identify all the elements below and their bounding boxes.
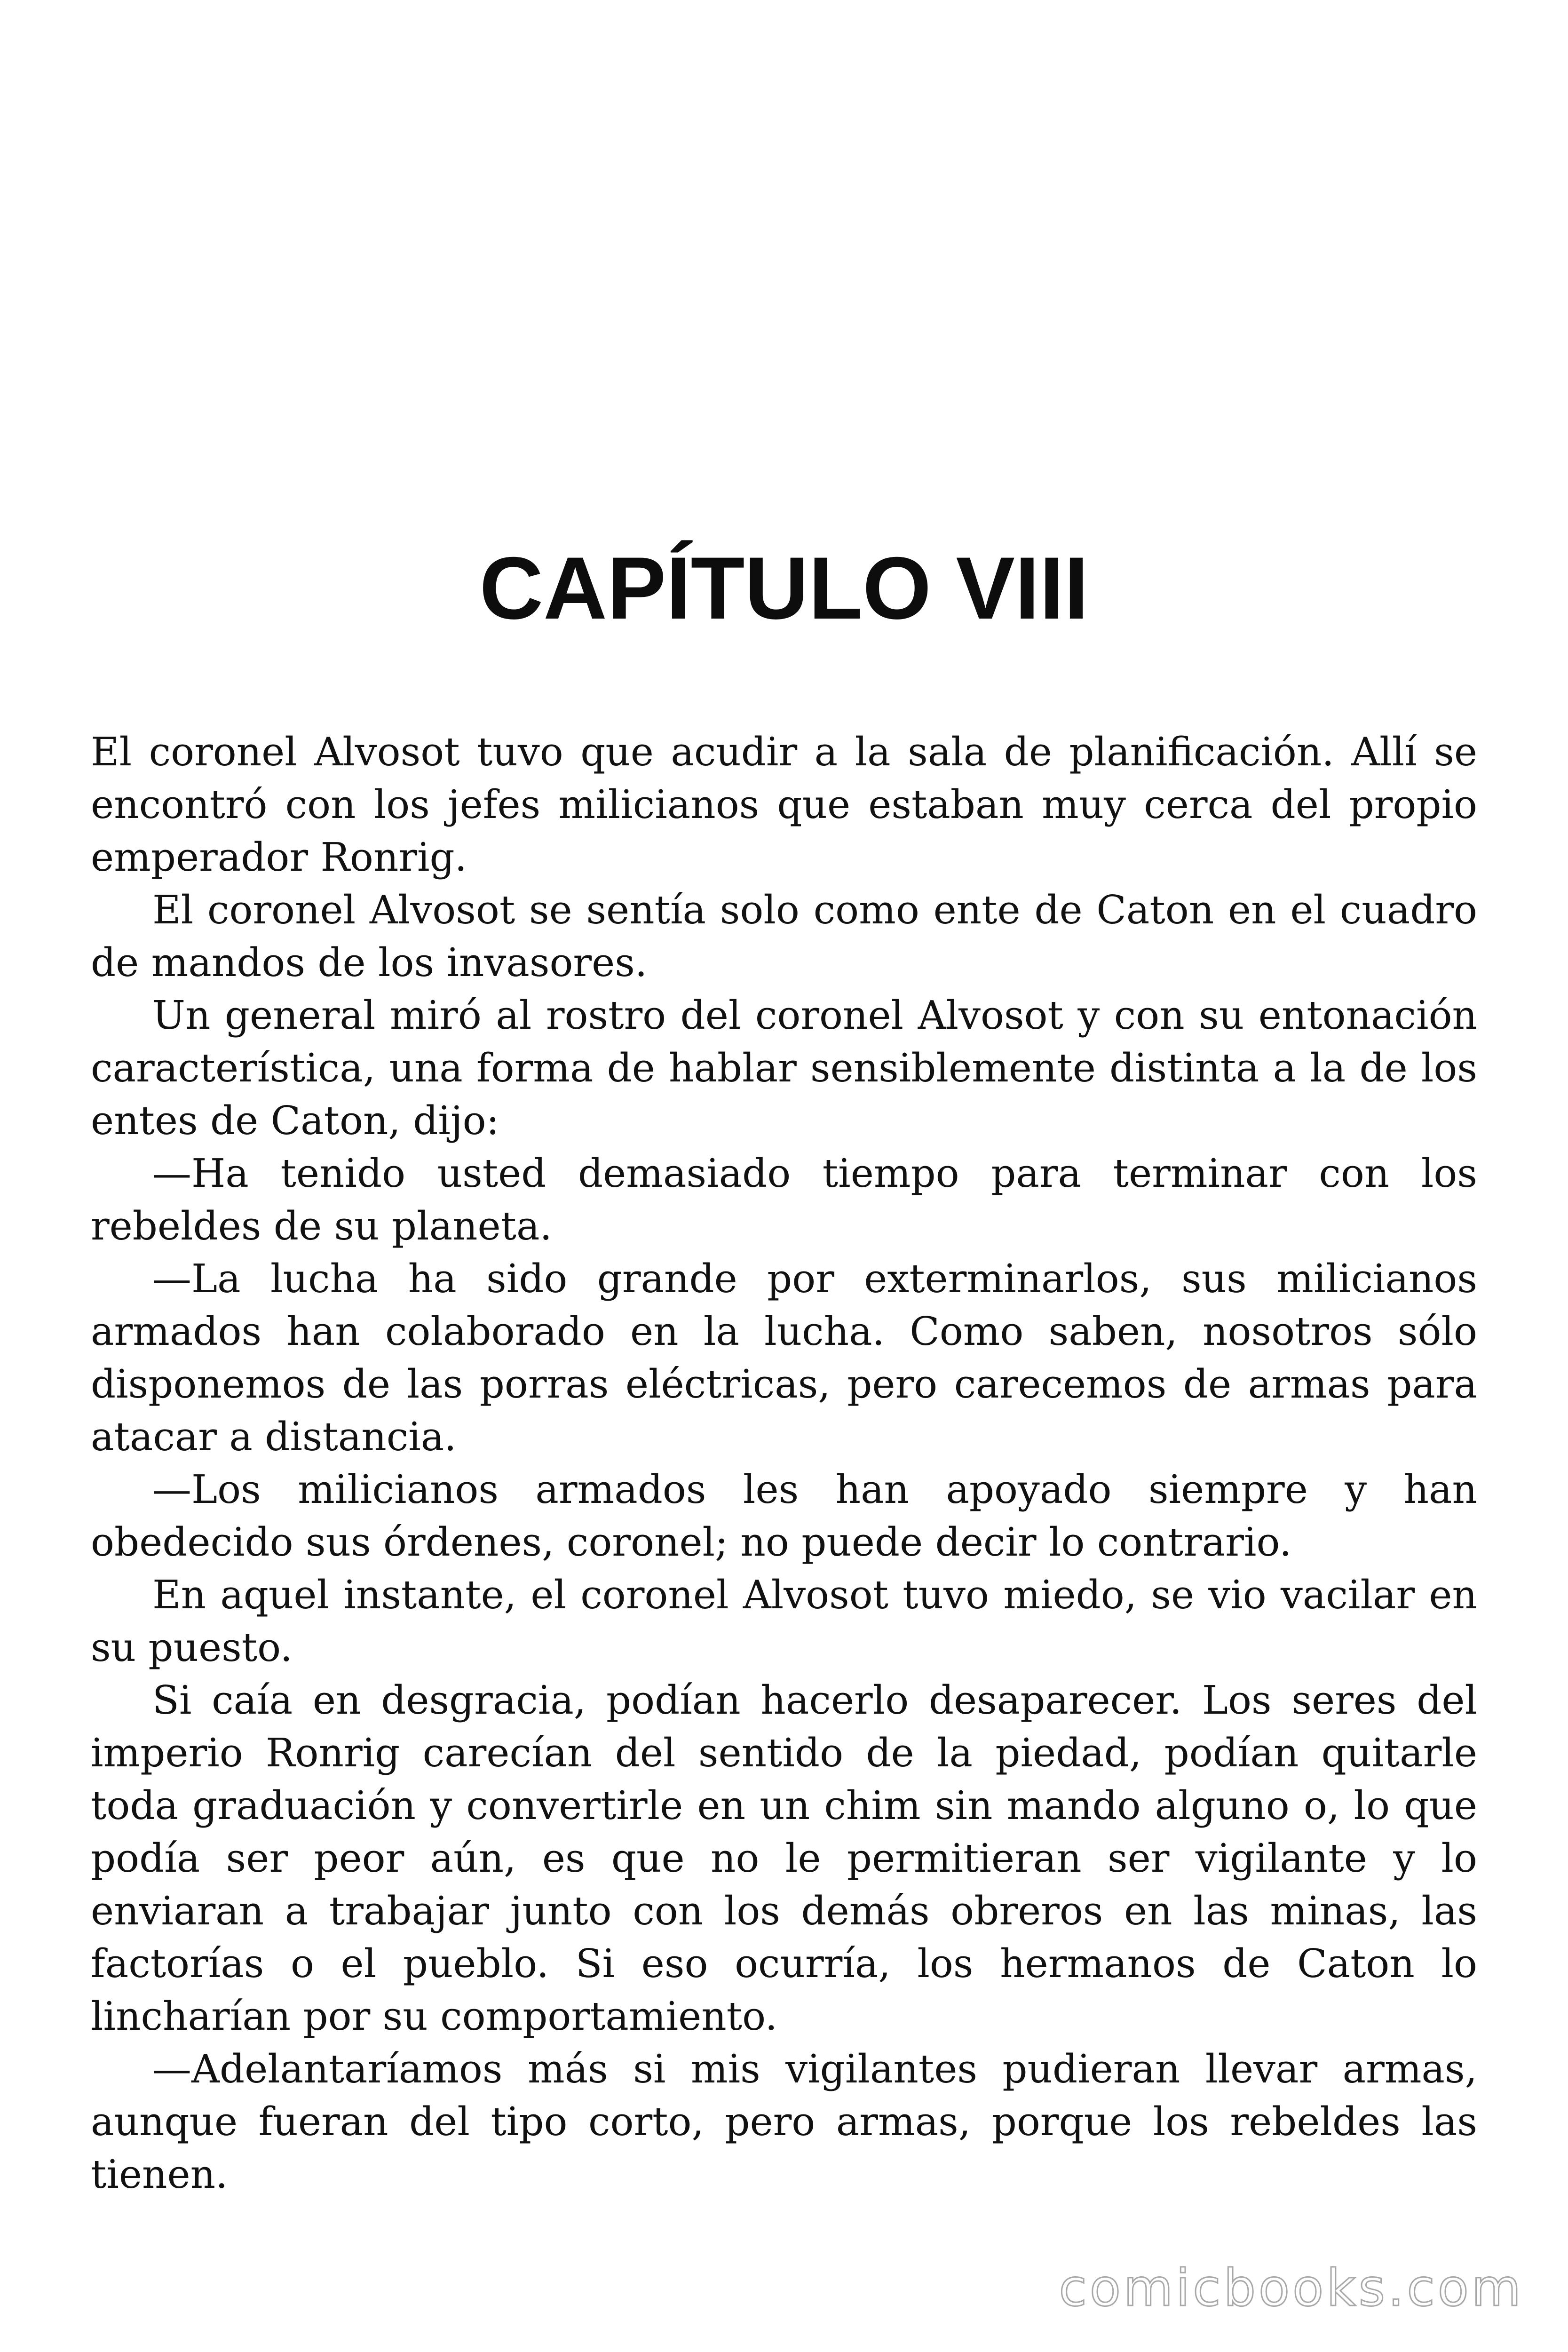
watermark-text: comicbooks.com — [1059, 2259, 1524, 2318]
paragraph: Un general miró al rostro del coronel Alvosot y con su entonación característica, una forma de hablar sensiblemente distinta a la de los entes de Caton, dijo: — [91, 993, 1477, 1144]
dialogue-paragraph: —Adelantaríamos más si mis vigilantes pudieran llevar armas, aunque fueran del tipo corto, pero armas, porque los rebeldes las tienen. — [91, 2046, 1477, 2197]
dialogue-paragraph: —Los milicianos armados les han apoyado siempre y han obedecido sus órdenes, coronel; no puede decir lo contrario. — [91, 1467, 1477, 1565]
chapter-body — [91, 726, 1477, 2201]
dialogue-paragraph: —La lucha ha sido grande por exterminarlos, sus milicianos armados han colaborado en la lucha. Como saben, nosotros sólo disponemos de las porras eléctricas, pero carecemos de armas para atacar a distancia. — [91, 1256, 1477, 1460]
paragraph: El coronel Alvosot se sentía solo como ente de Caton en el cuadro de mandos de los invasores. — [91, 887, 1477, 985]
paragraph: En aquel instante, el coronel Alvosot tuvo miedo, se vio vacilar en su puesto. — [91, 1572, 1477, 1670]
chapter-title: CAPÍTULO VIII — [479, 539, 1089, 637]
paragraph: Si caía en desgracia, podían hacerlo desaparecer. Los seres del imperio Ronrig carecían del sentido de la piedad, podían quitarle toda graduación y convertirle en un chim sin mando alguno o, lo que podía ser peor aún, es que no le permitieran ser vigilante y lo enviaran a trabajar junto con los demás obreros en las minas, las factorías o el pueblo. Si eso ocurría, los hermanos de Caton lo lincharían por su comportamiento. — [91, 1677, 1477, 2039]
paragraph: El coronel Alvosot tuvo que acudir a la sala de planificación. Allí se encontró con los jefes milicianos que estaban muy cerca del propio emperador Ronrig. — [91, 729, 1477, 880]
dialogue-paragraph: —Ha tenido usted demasiado tiempo para terminar con los rebeldes de su planeta. — [91, 1151, 1477, 1249]
